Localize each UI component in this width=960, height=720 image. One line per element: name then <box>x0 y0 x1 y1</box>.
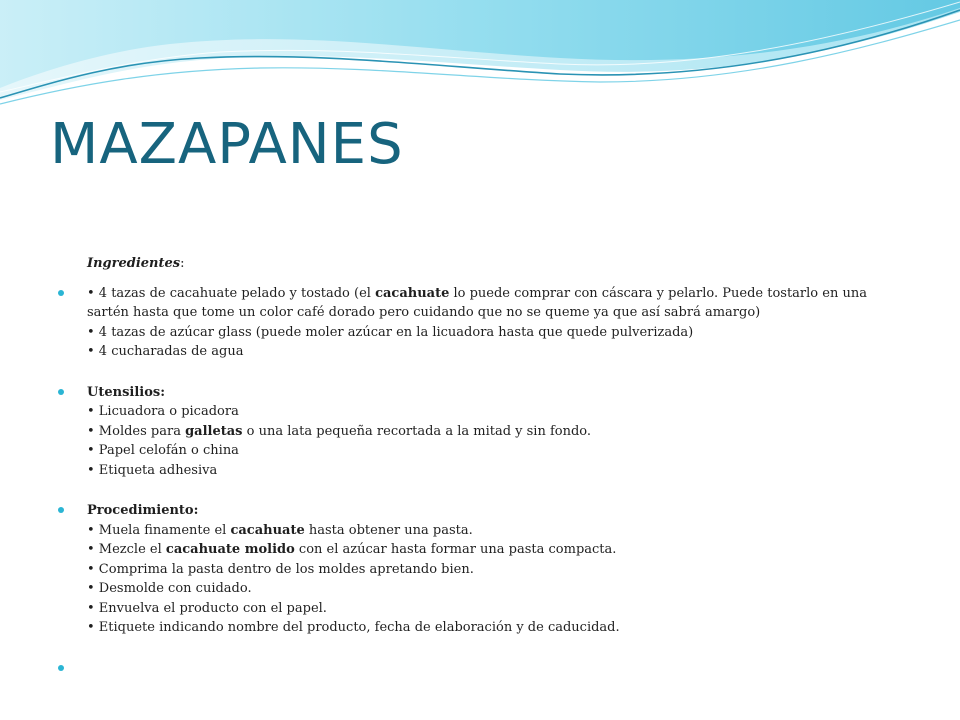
step-item: • Comprima la pasta dentro de los moldes apretando bien. <box>87 561 474 577</box>
procedimiento-heading-text: Procedimiento: <box>87 503 199 518</box>
ingredientes-heading <box>87 254 898 274</box>
procedimiento-heading <box>87 501 898 521</box>
utensil-item-bold: galletas <box>185 423 243 439</box>
step-item-bold: cacahuate molido <box>165 542 295 557</box>
ingredient-item-text: • 4 tazas de cacahuate pelado y tostado (el <box>87 285 376 301</box>
step-item <box>87 540 898 560</box>
step-item <box>87 521 898 541</box>
wave-band-main <box>0 0 960 88</box>
ingredient-item: • 4 cucharadas de agua <box>87 344 244 359</box>
empty-item <box>87 659 898 679</box>
step-item: • Etiquete indicando nombre del producto, fecha de elaboración y de caducidad. <box>87 620 620 635</box>
bullet-icon <box>58 290 64 296</box>
ingredient-item-bold: cacahuate <box>375 285 450 301</box>
utensil-item <box>87 422 898 442</box>
recipe-content <box>58 254 898 699</box>
step-item-text: con el azúcar hasta formar una pasta compacta. <box>294 542 617 557</box>
ingredientes-heading-suffix: : <box>180 256 185 271</box>
step-item-text: hasta obtener una pasta. <box>304 522 473 538</box>
step-item-text: • Muela finamente el <box>87 522 231 538</box>
ingredientes-heading-block <box>58 254 898 274</box>
ingredient-item <box>87 284 898 323</box>
utensilios-heading-text: Utensilios: <box>87 384 165 400</box>
bullet-icon <box>58 507 64 513</box>
step-item-bold: cacahuate <box>230 522 305 538</box>
ingredient-item: • 4 tazas de azúcar glass (puede moler azúcar en la licuadora hasta que quede pulverizada) <box>87 324 694 340</box>
utensilios-list <box>58 383 898 481</box>
header-wave-decoration <box>0 0 960 120</box>
utensil-item-text: • Moldes para <box>87 423 186 439</box>
utensil-item: • Papel celofán o china <box>87 443 239 458</box>
ingredient-item-text: lo puede comprar con cáscara y pelarlo. Puede tostarlo en una sartén hasta que tome un color café dorado pero cuidando que no se queme ya que así sabrá amargo) <box>87 285 867 320</box>
step-item: • Desmolde con cuidado. <box>87 581 252 596</box>
utensil-item: • Etiqueta adhesiva <box>87 462 218 478</box>
step-item: • Envuelva el producto con el papel. <box>87 600 327 616</box>
ingredientes-list <box>58 284 898 362</box>
bullet-icon <box>58 665 64 671</box>
page-title: MAZAPANES <box>50 112 404 177</box>
utensil-item: • Licuadora o picadora <box>87 404 239 419</box>
bullet-icon <box>58 389 64 395</box>
empty-list-item <box>58 659 898 679</box>
ingredientes-heading-text: Ingredientes <box>87 256 181 271</box>
utensil-item-text: o una lata pequeña recortada a la mitad y sin fondo. <box>242 423 592 439</box>
utensilios-heading <box>87 383 898 403</box>
step-item-text: • Mezcle el <box>87 542 166 557</box>
procedimiento-list <box>58 501 898 638</box>
